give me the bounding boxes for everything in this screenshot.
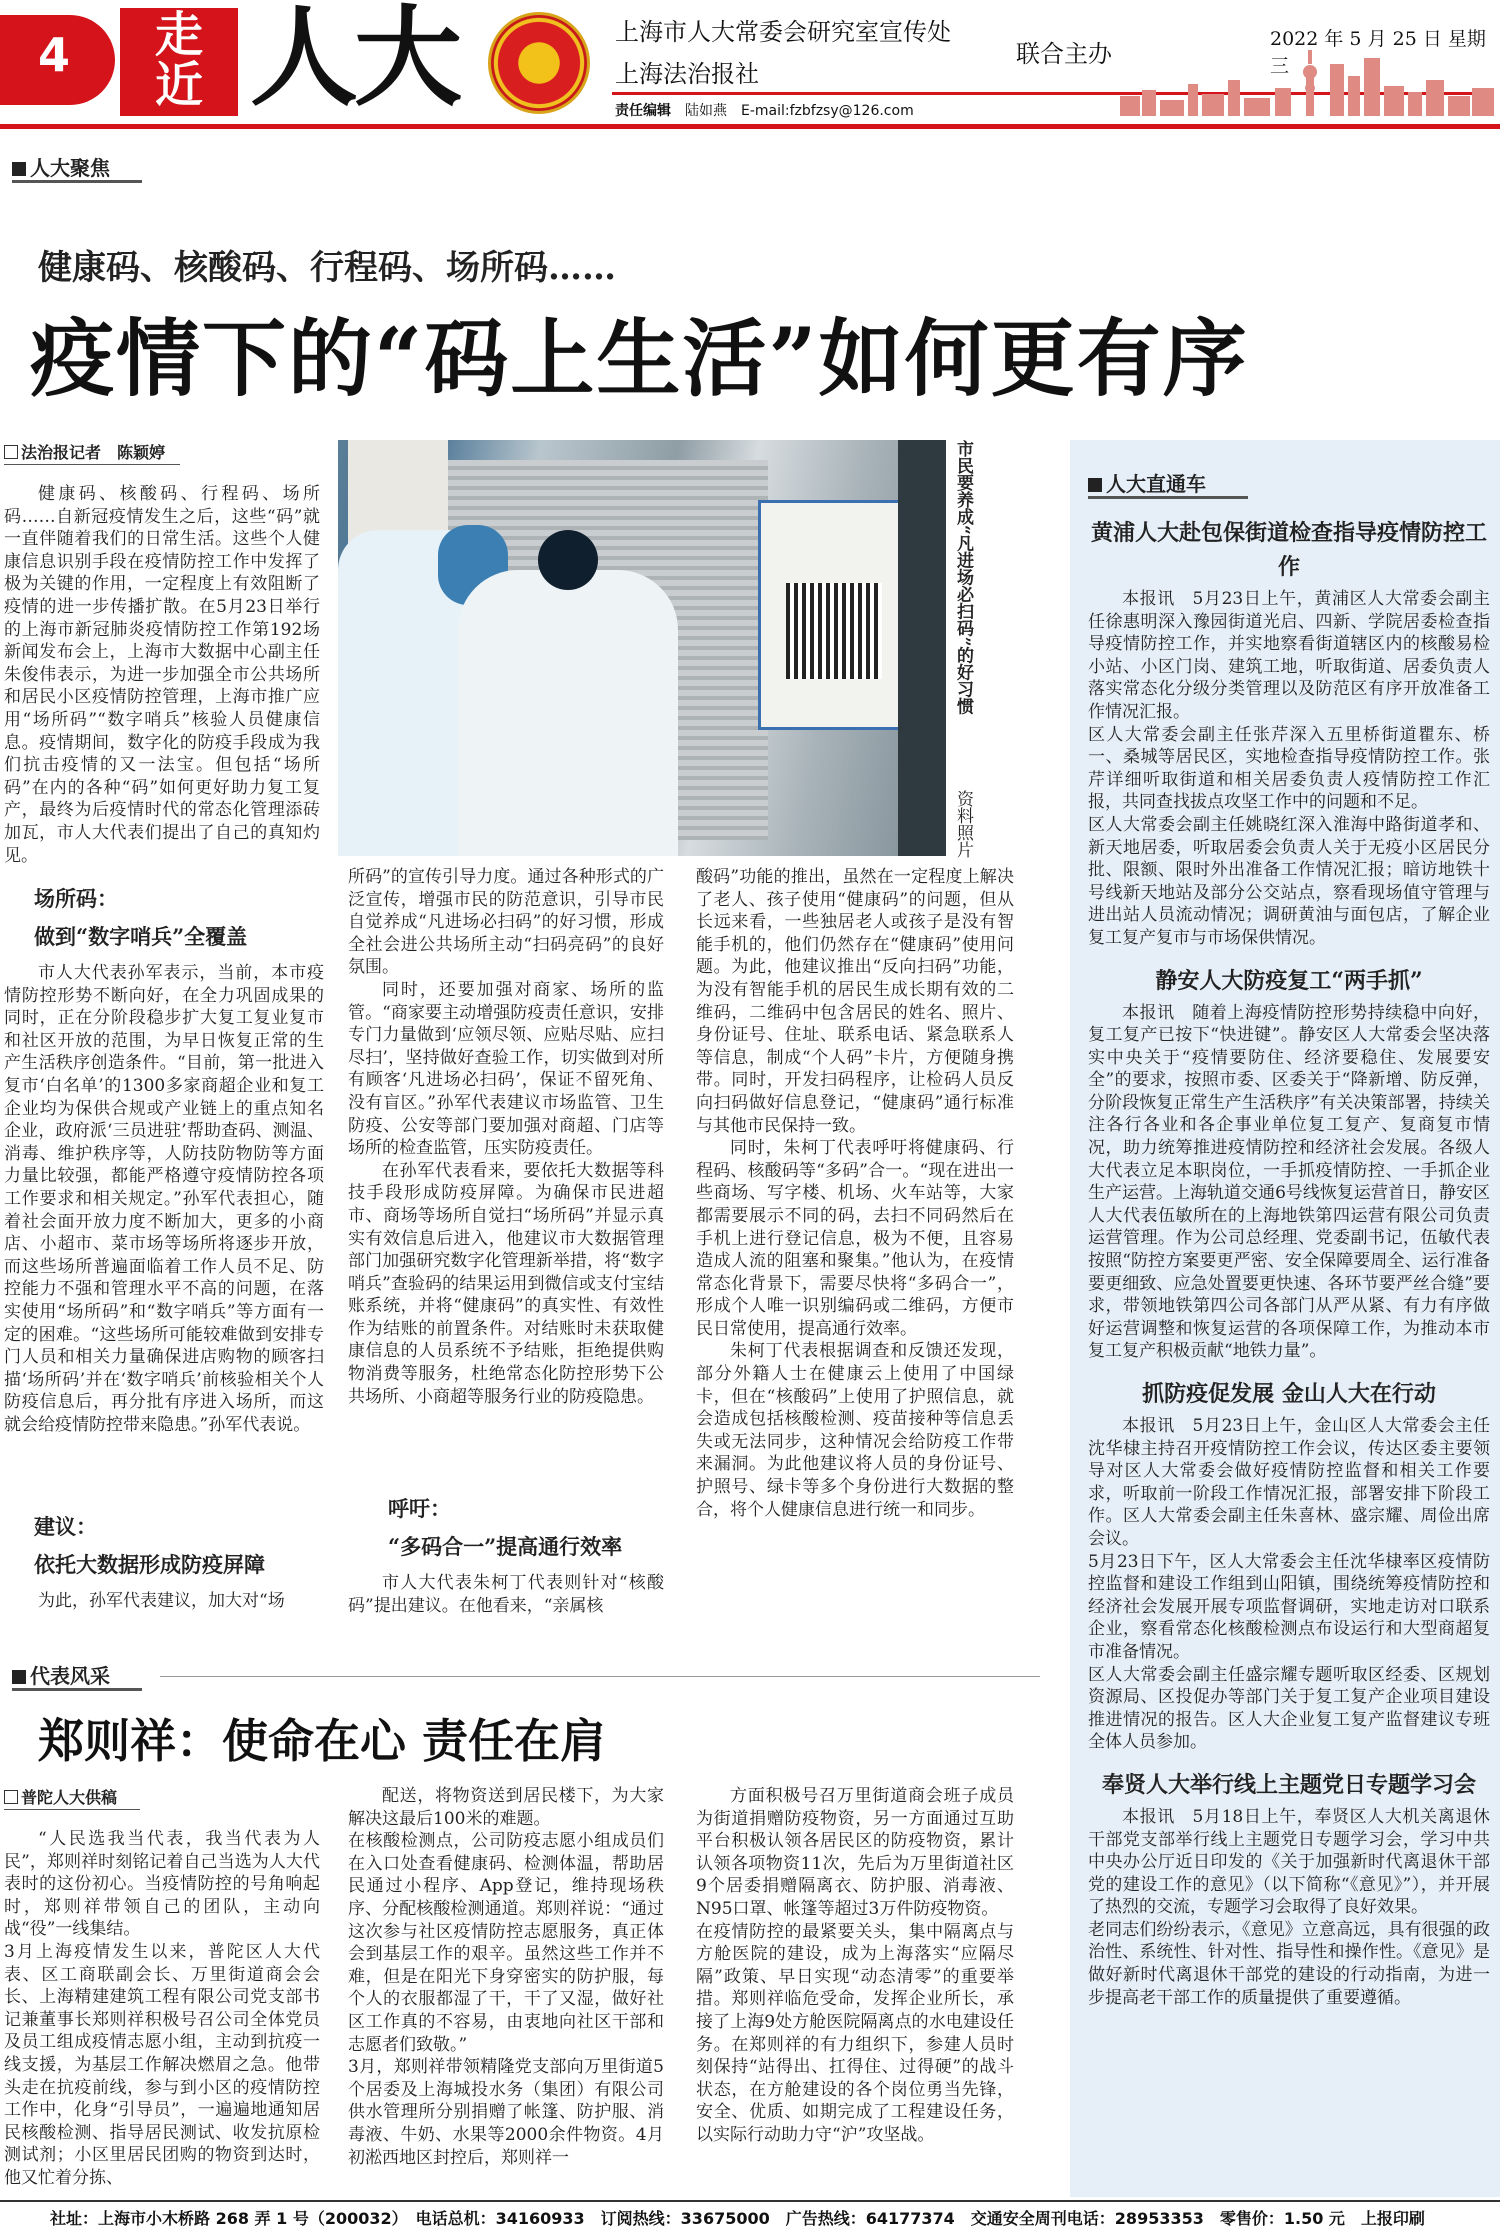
subhead-3b: “多码合一”提高通行效率: [388, 1534, 623, 1559]
zoujin-logo: [120, 8, 238, 116]
doorframe: [898, 440, 946, 856]
main-headline: 疫情下的“码上生活”如何更有序: [30, 309, 1249, 408]
host-org-2: 上海法治报社: [615, 60, 759, 88]
sidebar-story-1: 本报讯 5月23日上午，黄浦区人大常委会副主任徐惠明深入豫园街道光启、四新、学院居委检查指导疫情防控工作，并实地察看街道辖区内的核酸易检小站、小区门岗、建筑工地，听取街道、居委负责人落实常态化分级分类管理以及防范区有序开放准备工作情况汇报。 区人大常委会副主任张芹深入五里桥街道瞿东、桥一、桑城等居民区，实地检查指导疫情防控工作。张芹详细听取街道和相关居委负责人疫情防控工作汇报，共同查找拔点攻坚工作中的问题和不足。 区人大常委会副主任姚晓红深入淮海中路街道孝和、新天地居委，听取居委会负责人关于无疫小区居民分批、限额、限时外出准备工作情况汇报；暗访地铁十号线新天地站及部分公交站点，察看现场值守管理与进出站人员流动情况；调研黄油与面包店，了解企业复工复产复市与市场保供情况。: [1088, 589, 1490, 948]
col3-paragraph-b: 同时，朱柯丁代表呼吁将健康码、行程码、核酸码等“多码”合一。“现在进出一些商场、写字楼、机场、火车站等，大家都需要展示不同的码，去扫不同码然后在手机上进行登记信息，极为不便，且容易造成人流的阻塞和聚集。”他认为，在疫情常态化背景下，需要尽快将“多码合一”，形成个人唯一识别编码或二维码，方便市民日常使用，提高通行效率。: [696, 1138, 1014, 1339]
col1-bottom: [4, 1508, 324, 1613]
sidebar-headline-1: 黄浦人大赴包保街道检查指导疫情防控工作: [1090, 520, 1487, 580]
renda-logo: 人大: [250, 0, 459, 121]
sidebar-story-3: 本报讯 5月23日上午，金山区人大常委会主任沈华棣主持召开疫情防控工作会议，传达区委主要领导对区人大常委会做好疫情防控监督和相关工作要求，听取前一阶段工作情况汇报，部署安排下阶段工作。区人大常委会副主任朱喜林、盛宗耀、周俭出席会议。 5月23日下午，区人大常委会主任沈华棣率区疫情防控监督和建设工作组到山阳镇，围绕统筹疫情防控和经济社会发展开展专项监督调研，实地走访对口联系企业，察看常态化核酸检测点布设运行和大型商超复市准备情况。 区人大常委会副主任盛宗耀专题听取区经委、区规划资源局、区投促办等部门关于复工复产企业项目建设推进情况的报告。区人大企业复工复产监督建议专班全体人员参加。: [1088, 1416, 1490, 1753]
col3-paragraph-c: 朱柯丁代表根据调查和反馈还发现，部分外籍人士在健康云上使用了中国绿卡，但在“核酸码”上使用了护照信息，就会造成包括核酸检测、疫苗接种等信息丢失或无法同步，这种情况会给防疫工作带来漏洞。为此他建议将人员的身份证号、护照号、绿卡等多个身份进行大数据的整合，将个人健康信息进行统一和同步。: [696, 1341, 1014, 1520]
feature-col2: 配送，将物资送到居民楼下，为大家解决这最后100米的难题。 在核酸检测点，公司防疫志愿小组成员们在入口处查看健康码、检测体温，帮助居民通过小程序、App登记，维持现场秩序、分配核酸检测通道。郑则祥说：“通过这次参与社区疫情防控志愿服务，真正体会到基层工作的艰辛。虽然这些工作并不难，但是在阳光下身穿密实的防护服，每个人的衣服都湿了干，干了又湿，做好社区工作真的不容易，由衷地向社区干部和志愿者们致敬。” 3月，郑则祥带领精隆党支部向万里街道5个居委及上海城投水务（集团）有限公司供水管理所分别捐赠了帐篷、防护服、消毒液、牛奶、水果等2000余件物资。4月初淞西地区封控后，郑则祥一: [348, 1786, 664, 2168]
column-head-rule: [12, 180, 142, 183]
sidebar-story-2: 本报讯 随着上海疫情防控形势持续稳中向好，复工复产已按下“快进键”。静安区人大常委会坚决落实中央关于“疫情要防住、经济要稳住、发展要安全”的要求，按照市委、区委关于“降新增、防反弹，分阶段恢复正常生产生活秩序”有关决策部署，持续关注各行各业和各企事业单位复工复产、复商复市情况，助力统筹推进疫情防控和经济社会发展。各级人大代表立足本职岗位，一手抓疫情防控、一手抓企业生产运营。上海轨道交通6号线恢复运营首日，静安区人大代表伍敏所在的上海地铁第四运营有限公司负责运营管理。作为公司总经理、党委副书记，伍敏代表按照“防控方案要更严密、安全保障要周全、运行准备要更细致、应急处置要更快速、各环节要严丝合缝”要求，带领地铁第四公司各部门从严从紧、有力有序做好运营调整和恢复运营的各项保障工作，为推动本市复工复产积极贡献“地铁力量”。: [1088, 1002, 1490, 1362]
issue-date: 2022 年 5 月 25 日 星期三: [1270, 28, 1486, 77]
col2-paragraph-c: 在孙军代表看来，要依托大数据等科技手段形成防疫屏障。为确保市民进超市、商场等场所自觉扫“场所码”并显示真实有效信息后进入，他建议市大数据管理部门加强研究数字化管理新举措，将“数字哨兵”查验码的结果运用到微信或支付宝结账系统，并将“健康码”的真实性、有效性作为结账的前置条件。对结账时未获取健康信息的人员系统不予结账，拒绝提供购物消费等服务，杜绝常态化防控形势下公共场所、小商超等服务行业的防疫隐患。: [348, 1160, 664, 1407]
col1-body: [4, 880, 324, 1436]
kicker: 健康码、核酸码、行程码、场所码……: [38, 248, 616, 288]
sidebar-headline-2: 静安人大防疫复工“两手抓”: [1155, 967, 1423, 994]
subhead-2a: 建议：: [34, 1514, 97, 1539]
lead-paragraph: 健康码、核酸码、行程码、场所码……自新冠疫情发生之后，这些“码”就一直伴随着我们的日常生活。这些个人健康信息识别手段在疫情防控工作中发挥了极为关键的作用，一定程度上有效阻断了疫情的进一步传播扩散。在5月23日举行的上海市新冠肺炎疫情防控工作第192场新闻发布会上，上海市大数据中心副主任朱俊伟表示，为进一步加强全市公共场所和居民小区疫情防控管理，上海市推广应用“场所码”“数字哨兵”核验人员健康信息。疫情期间，数字化的防疫手段成为我们抗击疫情的又一法宝。但包括“场所码”在内的各种“码”如何更好助力复工复产，最终为后疫情时代的常态化管理添砖加瓦，市人大代表们提出了自己的真知灼见。: [4, 484, 320, 866]
photo-caption: 市民要养成“凡进场必扫码”的好习惯: [953, 440, 973, 715]
sidebar-headline-3: 抓防疫促发展 金山人大在行动: [1142, 1381, 1436, 1407]
feature-byline-rule: [4, 1809, 140, 1810]
national-emblem-icon: [488, 12, 590, 114]
feature-byline: 普陀人大供稿: [4, 1785, 117, 1808]
byline: 法治报记者 陈颖婷: [4, 440, 165, 463]
sidebar-headline-4: 奉贤人大举行线上主题党日专题学习会: [1101, 1771, 1476, 1798]
section-divider: [160, 1676, 1040, 1677]
editor-label: 责任编辑: [615, 103, 671, 119]
sidebar-content: [1088, 516, 1490, 2186]
subhead-1a: 场所码：: [34, 886, 118, 911]
column-head-sidebar: 人大直通车: [1088, 468, 1206, 497]
byline-rule: [4, 464, 180, 465]
feature-col1: “人民选我当代表，我当代表为人民”，郑则祥时刻铭记着自己当选为人大代表时的这份初心。当疫情防控的号角响起时，郑则祥带领自己的团队，主动向战“役”一线集结。 3月上海疫情发生以来，普陀区人大代表、区工商联副会长、万里街道商会会长、上海精建建筑工程有限公司党支部书记兼董事长郑则祥积极号召公司全体党员及员工组成疫情志愿小组，主动到抗疫一线支援，为基层工作解决燃眉之急。他带头走在抗疫前线，参与到小区的疫情防控工作中，化身“引导员”，一遍遍地通知居民核酸检测、指导居民测试、收发抗原检测试剂；小区里居民团购的物资到达时，他又忙着分拣、: [4, 1829, 320, 2188]
subhead-1b: 做到“数字哨兵”全覆盖: [34, 924, 248, 949]
news-photo: [338, 440, 946, 856]
col1-paragraph: 市人大代表孙军表示，当前，本市疫情防控形势不断向好，在全力巩固成果的同时，正在分阶段稳步扩大复工复业复市和社区开放的范围，为早日恢复正常的生产生活秩序创造条件。“目前，第一批进入复市‘白名单’的1300多家商超企业和复工企业均为保供合规或产业链上的重点知名企业，政府派‘三员进驻’帮助查码、测温、消毒、维护秩序等，人防技防物防等方面力量比较强，都能严格遵守疫情防控各项工作要求和相关规定。”孙军代表担心，随着社会面开放力度不断加大，更多的小商店、小超市、菜市场等场所将逐步开放，而这些场所普遍面临着工作人员不足、防控能力不强和管理水平不高的问题，在落实使用“场所码”和“数字哨兵”等方面有一定的困难。“这些场所可能较难做到安排专门人员和相关力量确保进店购物的顾客扫描‘场所码’并在‘数字哨兵’前核验相关个人防疫信息后，再分批有序进入场所，而这就会给疫情防控带来隐患。”孙军代表说。: [4, 963, 324, 1435]
person-head: [538, 530, 598, 590]
editor-name: 陆如燕: [685, 103, 727, 119]
medic-figure-2: [458, 570, 678, 856]
col2-body: [348, 866, 664, 1408]
sidebar-head-rule: [1088, 496, 1248, 499]
col2-paragraph-b: 同时，还要加强对商家、场所的监管。“商家要主动增强防疫责任意识，安排专门力量做到‘应领尽领、应贴尽贴、应扫尽扫’，坚持做好查验工作，切实做到对所有顾客‘凡进场必扫码’，保证不留死角、没有盲区。”孙军代表建议市场监管、卫生防疫、公安等部门要加强对商超、门店等场所的检查监管，压实防疫责任。: [348, 979, 664, 1159]
col2-paragraph-a: 所码”的宣传引导力度。通过各种形式的广泛宣传，增强市民的防范意识，引导市民自觉养成“凡进场必扫码”的好习惯，形成全社会进公共场所主动“扫码亮码”的良好氛围。: [348, 867, 664, 978]
qr-code-icon: [786, 583, 882, 679]
column-head-focus: 人大聚焦: [12, 152, 110, 181]
editor-line: [615, 100, 914, 120]
col3-paragraph-a: 酸码”功能的推出，虽然在一定程度上解决了老人、孩子使用“健康码”的问题，但从长远来看，一些独居老人或孩子是没有智能手机的，他们仍然存在“健康码”使用问题。为此，他建议推出“反向扫码”功能，为没有智能手机的居民生成长期有效的二维码，二维码中包含居民的姓名、照片、身份证号、住址、联系电话、紧急联系人等信息，制成“个人码”卡片，方便随身携带。同时，开发扫码程序，让检码人员反向扫码做好信息登记，“健康码”通行标准与其他市民保持一致。: [696, 867, 1014, 1136]
feature-headline: 郑则祥：使命在心 责任在肩: [38, 1714, 607, 1768]
feature-col3: 方面积极号召万里街道商会班子成员为街道捐赠防疫物资，另一方面通过互助平台积极认领各居民区的防疫物资，累计认领各项物资11次，先后为万里街道社区9个居委捐赠隔离衣、防护服、消毒液、N95口罩、帐篷等超过3万件防疫物资。 在疫情防控的最紧要关头，集中隔离点与方舱医院的建设，成为上海落实“应隔尽隔”政策、早日实现“动态清零”的重要举措。郑则祥临危受命，发挥企业所长，承接了上海9处方舱医院隔离点的水电建设任务。在郑则祥的有力组织下，参建人员时刻保持“站得出、扛得住、过得硬”的战斗状态，在方舱建设的各个岗位勇当先锋，安全、优质、如期完成了工程建设任务，以实际行动助力守“沪”攻坚战。: [696, 1786, 1014, 2145]
zoujin-logo-text: 走近: [154, 7, 203, 113]
sidebar-story-4: 本报讯 5月18日上午，奉贤区人大机关离退休干部党支部举行线上主题党日专题学习会，学习中共中央办公厅近日印发的《关于加强新时代离退休干部党的建设工作的意见》（以下简称“《意见》”），并开展了热烈的交流，专题学习会取得了良好效果。 老同志们纷纷表示，《意见》立意高远，具有很强的政治性、系统性、针对性、指导性和操作性。《意见》是做好新时代离退休干部党的建设的行动指南，为进一步提高老干部工作的质量提供了重要遵循。: [1088, 1806, 1490, 2008]
footer-info: 社址：上海市小木桥路 268 弄 1 号（200032） 电话总机：34160933 订阅热线：33675000 广告热线：64177374 交通安全周刊电话：28953353 零售价：1.50 元 上报印刷: [0, 2200, 1500, 2229]
page-number: 4: [38, 28, 71, 82]
host-org-1: 上海市人大常委会研究室宣传处: [615, 18, 951, 46]
col1-tail: 为此，孙军代表建议，加大对“场: [38, 1591, 285, 1611]
subhead-2b: 依托大数据形成防疫屏障: [34, 1552, 265, 1577]
col2-bottom: [348, 1490, 664, 1617]
editor-email: E-mail:fzbfzsy@126.com: [741, 103, 914, 119]
photo-credit: 资料照片: [953, 790, 973, 858]
masthead-bottom-rule: [0, 124, 1500, 129]
col3-body: [696, 866, 1014, 1521]
col2-tail: 市人大代表朱柯丁代表则针对“核酸码”提出建议。在他看来，“亲属核: [348, 1573, 664, 1616]
qr-poster: [758, 500, 908, 730]
skyline-icon: [1120, 50, 1495, 116]
cohost-label: 联合主办: [1016, 40, 1112, 68]
column-head-rule-2: [12, 1688, 142, 1691]
subhead-3a: 呼吁：: [388, 1496, 451, 1521]
column-head-rep: 代表风采: [12, 1660, 110, 1689]
